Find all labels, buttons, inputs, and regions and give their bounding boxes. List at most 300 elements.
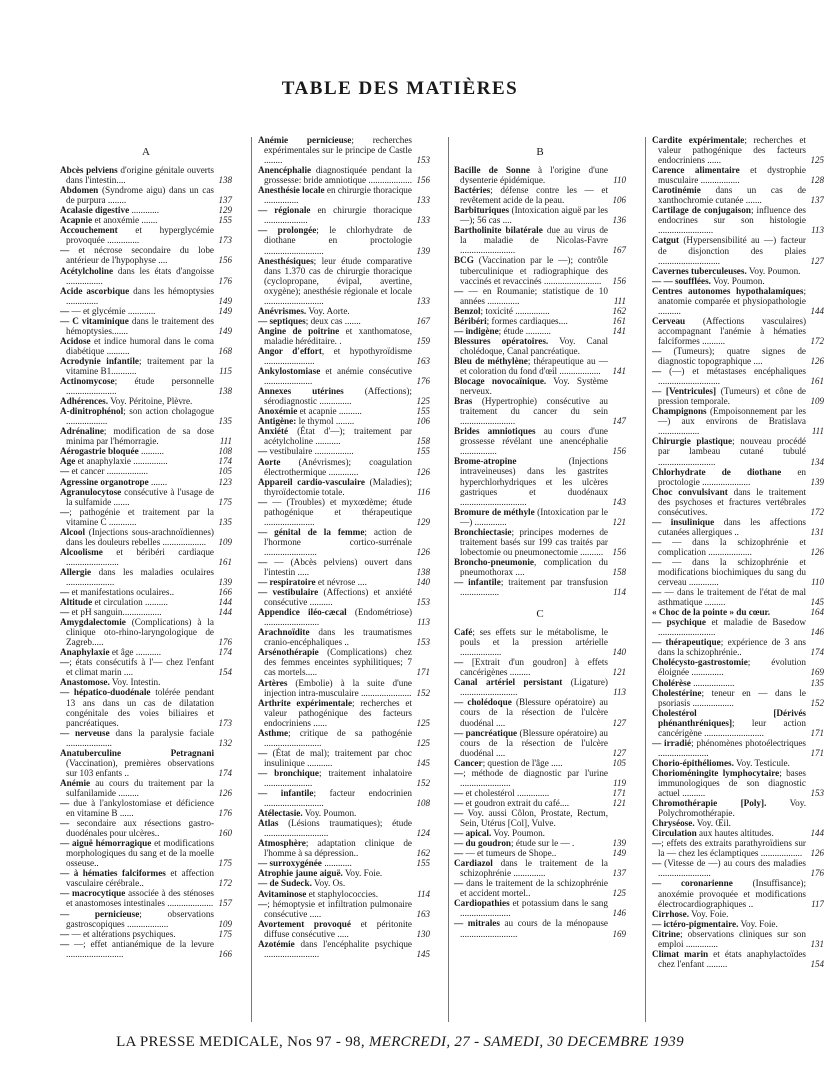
entry-text: (Intoxication aiguë par les —); 56 cas .... — [460, 205, 608, 226]
index-entry — [454, 557, 626, 577]
entry-term: Anencéphalie — [258, 165, 312, 176]
page-number: 134 — [810, 456, 824, 467]
entry-term: Centres autonomes hypothalamiques — [652, 285, 804, 296]
entry-text: (Vaccination), premières observations sur 103 enfants .. — [66, 757, 214, 778]
entry-term: — — [454, 285, 464, 296]
index-column-1 — [60, 135, 232, 959]
index-entry — [652, 235, 824, 265]
entry-text: associée à des sténoses et anastomoses intestinales .................... — [66, 888, 214, 909]
index-entry — [60, 778, 232, 798]
entry-text: ; facteur endocrinien .......................... — [264, 788, 413, 809]
entry-term: « Choc de la pointe » du cœur. — [652, 607, 771, 618]
index-entry — [258, 858, 430, 868]
page-number: 153 — [416, 637, 430, 648]
entry-text: ; toxicité ............... — [480, 305, 550, 316]
entries-list — [258, 135, 430, 959]
page-number: 127 — [612, 747, 626, 758]
page-number: 126 — [810, 848, 824, 859]
entry-term: Bleu de méthylène — [454, 355, 528, 366]
page-number: 143 — [612, 496, 626, 507]
page-number: 144 — [810, 305, 824, 316]
entry-text: et cancer .................. — [69, 466, 149, 477]
index-entry — [60, 527, 232, 547]
page-number: 146 — [810, 627, 824, 638]
entry-term: Annexes utérines — [258, 386, 344, 397]
page-number: 157 — [218, 898, 232, 909]
entry-term: Chirurgie plastique — [652, 436, 733, 447]
entry-text: et acapnie .......... — [297, 406, 362, 417]
index-entry — [60, 356, 232, 376]
entry-term: Arsénothérapie — [258, 647, 319, 658]
entry-text: et circulation .......... — [92, 597, 168, 608]
page-number: 109 — [810, 396, 824, 407]
entry-text: ; phénomènes photoélectriques ...................... — [658, 737, 806, 758]
page-number: 173 — [218, 235, 232, 246]
index-column-3 — [454, 135, 626, 939]
index-entry — [652, 386, 824, 406]
index-entry — [454, 527, 626, 557]
index-entry — [60, 266, 232, 286]
index-entry — [454, 758, 626, 768]
entry-term: Chorioméningite lymphocytaire — [652, 767, 780, 778]
entry-text: le thymol ........ — [296, 416, 355, 427]
page-number: 111 — [613, 295, 626, 306]
page-number: 127 — [612, 717, 626, 728]
page-number: 139 — [810, 476, 824, 487]
entry-text: en chirurgie thoracique ................... — [264, 205, 412, 226]
page-number: 110 — [613, 175, 626, 186]
entries-list — [454, 165, 626, 597]
entry-text: et pH sanguin................. — [69, 607, 162, 618]
entry-term: Broncho-pneumonie — [454, 556, 534, 567]
page-number: 167 — [612, 245, 626, 256]
index-entry — [454, 627, 626, 657]
page-number: 171 — [810, 727, 824, 738]
page-number: 173 — [218, 717, 232, 728]
entry-term: Aorte — [258, 456, 281, 467]
entry-text: ; pathogénie et traitement par la vitamine C ............ — [66, 506, 214, 527]
page-number: 137 — [218, 195, 232, 206]
entry-text: — dans la schizophrénie et modifications biochimiques du sang du cerveau ............. — [658, 556, 806, 588]
entry-term: — psychique — [652, 617, 706, 628]
entry-term: Brides amniotiques — [454, 426, 536, 437]
page-number: 162 — [612, 305, 626, 316]
entry-text: ; recherches et valeur pathogénique des facteurs endocriniens ...... — [264, 697, 412, 728]
index-entry — [652, 557, 824, 587]
entry-term: Anxiété — [258, 426, 289, 437]
entry-text: (Complications) à la clinique oto-rhino-laryngologique de Zagreb..... — [66, 617, 214, 648]
entry-text: (Hypersensibilité au —) facteur de disjonction des plaies ........................... — [658, 235, 806, 266]
entry-text: dans les maladies oculaires ..................... — [66, 566, 214, 587]
entry-term: — — [454, 878, 464, 889]
entry-term: Cancer — [454, 757, 483, 768]
entry-text: au cours d'une grossesse révélant une anencéphalie ................ — [460, 426, 608, 457]
page-number: 108 — [416, 798, 430, 809]
entry-text: ; adaptation clinique de l'homme à sa dépression.. — [264, 838, 412, 859]
index-entry — [258, 165, 430, 185]
index-entry — [454, 577, 626, 597]
page-number: 140 — [416, 577, 430, 588]
entry-text: Voy. Foie. — [342, 868, 383, 879]
entry-text: Voy. Foie. — [689, 908, 729, 919]
index-entry — [60, 939, 232, 959]
entry-text: ; hémoptysie et infiltration pulmonaire consécutive ..... — [264, 898, 412, 919]
index-entry — [652, 316, 824, 346]
page-number: 125 — [416, 396, 430, 407]
index-entry — [60, 567, 232, 587]
index-entry — [258, 868, 430, 878]
index-entry — [258, 607, 430, 627]
index-entry — [454, 185, 626, 205]
entry-text: au cours du traitement par la sulfanilamide ......... — [66, 777, 214, 798]
index-entry — [258, 808, 430, 818]
column-divider — [645, 137, 646, 1022]
page-number: 133 — [416, 195, 430, 206]
entry-text: , et hypothyroïdisme ...................... — [264, 345, 412, 367]
index-entry — [60, 677, 232, 687]
entry-term: — — [652, 587, 662, 598]
entry-text: dans les affections cutanées allergiques .. — [658, 516, 806, 537]
index-entry — [258, 889, 430, 899]
entry-text: et âge ........... — [109, 647, 162, 658]
index-entry — [258, 346, 430, 366]
entry-term: — apical. — [454, 828, 492, 839]
entry-text: et hyperglycémie provoquée .............. — [66, 225, 214, 246]
page-number: 155 — [416, 446, 430, 457]
page-number: 163 — [416, 908, 430, 919]
entry-term: Cavernes tuberculeuses. — [652, 265, 747, 276]
entry-text: dans l'encéphalite psychique ........................ — [264, 938, 412, 959]
entry-term: Arthrite expérimentale — [258, 697, 353, 708]
index-entry — [258, 788, 430, 808]
entry-term: — — [258, 446, 268, 457]
entry-term: — — [652, 556, 662, 567]
index-entry — [258, 457, 430, 477]
page-number: 149 — [218, 305, 232, 316]
entries-list — [652, 135, 824, 969]
page-number: 154 — [218, 667, 232, 678]
entry-term: Anastomose. — [60, 677, 110, 688]
entry-text: Voy. Poumon. — [491, 828, 545, 839]
entry-text: ; observations gastroscopiques .................. — [66, 908, 214, 929]
entry-term: — coronarienne — [652, 878, 733, 889]
entry-term: Béribéri — [454, 315, 487, 326]
entry-term: Ankylostomiase — [258, 366, 321, 377]
index-entry — [652, 537, 824, 557]
index-entry — [454, 768, 626, 788]
page-number: 126 — [218, 787, 232, 798]
page-number: 176 — [218, 637, 232, 648]
entry-text: ; méthode de diagnostic par l'urine ...................... — [460, 767, 608, 788]
entry-term: Acidose — [60, 335, 91, 346]
index-entry — [258, 256, 430, 306]
page-number: 138 — [218, 386, 232, 397]
entry-text: (Empoisonnement par les —) aux environs de Bratislava .................. — [658, 406, 806, 437]
entry-term: — — [258, 747, 268, 758]
page-number: 113 — [613, 687, 626, 698]
index-entry — [454, 507, 626, 527]
page-number: 121 — [612, 667, 626, 678]
page-number: 161 — [810, 376, 824, 387]
entry-text: (Injections sous-arachnoïdiennes) dans les douleurs rebelles ................... — [66, 526, 214, 547]
page-number: 158 — [612, 566, 626, 577]
entry-term: Chryséose. — [652, 818, 695, 829]
entry-term: — — [60, 798, 70, 808]
entry-term: — surroxygénée — [258, 858, 322, 869]
entry-text: (Vaccination par le —); contrôle tuberculinique et radiographique des vaccinés et revaccinés ......................... — [460, 255, 608, 286]
entry-text: ; question de l'âge ..... — [482, 757, 563, 768]
page-number: 175 — [218, 496, 232, 507]
entry-term: — respiratoire — [258, 577, 316, 588]
entry-text: ; bases immunologiques de son diagnostic actuel .......... — [658, 767, 806, 799]
entry-text: (Lésions traumatiques); étude ............................ — [264, 818, 412, 839]
entry-term: Carotinémie — [652, 185, 701, 196]
page-number: 117 — [811, 898, 824, 909]
entry-text: .................. — [690, 677, 735, 688]
page-number: 141 — [612, 325, 626, 336]
entry-text: dans la paralysie faciale .................... — [66, 727, 214, 748]
column-divider — [448, 137, 449, 1022]
index-entry — [454, 376, 626, 396]
section-letter-b: B — [536, 146, 544, 158]
page-number: 176 — [810, 868, 824, 879]
entry-text: Voy. Intestin. — [109, 677, 161, 688]
entry-term: Angine de poitrine — [258, 325, 340, 336]
entry-term: — — [60, 928, 70, 939]
page-number: 144 — [218, 597, 232, 608]
entry-term: — — [258, 898, 268, 909]
page-number: 115 — [219, 365, 232, 376]
entry-term: — — [652, 838, 662, 849]
entry-term: Acrodynie infantile — [60, 355, 139, 366]
page-number: 125 — [612, 888, 626, 899]
index-entry — [454, 728, 626, 758]
index-entry — [258, 587, 430, 607]
index-entry — [60, 728, 232, 748]
entry-text: et dystrophie musculaire ................. — [658, 165, 806, 186]
page-number: 129 — [218, 205, 232, 216]
entry-text: (Syndrome aigu) dans un cas de purpura ........ — [66, 185, 214, 206]
page-number: 152 — [416, 687, 430, 698]
entry-term: Cholécysto-gastrostomie — [652, 657, 748, 668]
index-entry — [652, 487, 824, 517]
entry-term: — — [454, 767, 464, 778]
index-entry — [258, 838, 430, 858]
entry-text: et staphylococcies. — [306, 888, 379, 899]
entry-text: et péritonite diffuse consécutive ..... — [264, 918, 413, 939]
index-entry — [652, 517, 824, 537]
entry-term: Bactéries — [454, 185, 491, 196]
entry-term: — — [60, 305, 70, 316]
index-entry — [258, 386, 430, 406]
entry-term: Café — [454, 627, 473, 638]
page-number: 174 — [218, 647, 232, 658]
entry-term: Anatuberculine Petragnani — [60, 747, 214, 758]
index-entry — [652, 929, 824, 949]
entry-term: Alcoolisme — [60, 546, 103, 557]
entry-text: ; son action cholagogue .................. — [66, 406, 214, 427]
index-entry — [454, 356, 626, 376]
entry-text: Voy. Canal cholédoque, Canal pancréatique. — [460, 335, 608, 356]
page-number: 145 — [416, 948, 430, 959]
index-entry — [60, 687, 232, 727]
index-entry — [60, 316, 232, 336]
page-number: 111 — [811, 426, 824, 437]
index-entry — [454, 828, 626, 838]
entry-term: Atlas — [258, 818, 279, 829]
entry-term: Circulation — [652, 828, 697, 839]
index-entry — [652, 587, 824, 607]
page-number: 105 — [218, 466, 232, 477]
index-entry — [258, 678, 430, 698]
entry-text: et états anaphylactoïdes chez l'enfant ......... — [658, 948, 806, 969]
page-number: 156 — [612, 546, 626, 557]
entry-text: Voy. Testicule. — [733, 757, 790, 768]
entry-term: — C vitaminique — [60, 315, 129, 326]
index-entry — [60, 456, 232, 466]
entry-term: Acapnie — [60, 215, 93, 226]
index-entry — [258, 406, 430, 416]
index-entry — [454, 798, 626, 808]
page-number: 153 — [416, 155, 430, 166]
entry-text: due à l'ankylostomiase et déficience en vitamine B ...... — [66, 798, 214, 819]
entry-text: (Anévrismes); coagulation électrothermique ............. — [264, 456, 412, 477]
index-entry — [258, 477, 430, 497]
entry-text: ; étude ........... — [498, 325, 551, 336]
entry-text: et goudron extrait du café.... — [463, 797, 570, 808]
entry-term: Appendice iléo-cæcal — [258, 607, 347, 618]
page-number: 105 — [612, 757, 626, 768]
index-entry — [60, 798, 232, 818]
index-entry — [652, 467, 824, 487]
page-number: 161 — [612, 315, 626, 326]
index-entry — [652, 708, 824, 738]
entry-term: — de Sudeck. — [258, 878, 312, 889]
entry-text: (État de mal); traitement par choc insulinique ........... — [264, 747, 412, 768]
entry-text: Voy. Poumon. — [746, 265, 801, 276]
page-number: 146 — [612, 908, 626, 919]
page-number: 166 — [218, 587, 232, 598]
index-entry — [454, 456, 626, 506]
index-entry — [258, 899, 430, 919]
entry-term: Actinomycose — [60, 376, 115, 387]
entry-text: ............ — [321, 858, 352, 869]
index-entry — [60, 929, 232, 939]
entry-text: et potassium dans le sang ...................... — [460, 898, 608, 919]
page-number: 110 — [811, 577, 824, 588]
entry-text: ....... — [148, 476, 168, 487]
entry-text: (Affections); sérodiagnostic .............. — [264, 386, 412, 407]
entry-text: ; effets des extraits parathyroïdiens sur la — chez les éclamptiques .................. — [658, 838, 806, 859]
index-entry — [60, 446, 232, 456]
entry-text: et modifications morphologiques du sang et de la moelle osseuse.. — [66, 838, 214, 869]
index-entry — [652, 276, 824, 286]
entries-list — [454, 627, 626, 938]
entry-term: Cholestérol [Dérivés phénanthréniques] — [652, 707, 806, 728]
entry-term: Choc convulsivant — [652, 486, 728, 497]
entry-text: ; traitement par transfusion ................. — [460, 576, 609, 598]
entry-term: Anémie — [60, 777, 91, 788]
page-number: 175 — [218, 928, 232, 939]
entry-text: ; étude personnelle ...................... — [66, 376, 214, 397]
index-entry — [60, 245, 232, 265]
index-entry — [454, 255, 626, 285]
index-entry — [652, 678, 824, 688]
index-entry — [60, 647, 232, 657]
page-title: TABLE DES MATIÈRES — [281, 78, 519, 99]
entry-term: — pernicieuse — [60, 908, 140, 919]
entry-text: dans les états d'angoisse ................ — [66, 265, 214, 286]
entry-term: — — [60, 938, 70, 949]
entry-term: Anémie pernicieuse — [258, 135, 352, 145]
entry-term: Canal artériel persistant — [454, 677, 563, 688]
index-entry — [652, 366, 824, 386]
index-entry — [258, 185, 430, 205]
entry-text: Voy. Péritoine, Plèvre. — [108, 396, 193, 407]
page-number: 174 — [218, 767, 232, 778]
entry-term: — — soufflées. — [652, 275, 711, 286]
index-entry — [60, 818, 232, 838]
entry-term: — — [454, 807, 464, 818]
entry-term: Amygdalectomie — [60, 617, 126, 628]
index-entry — [454, 336, 626, 356]
entry-term: Altitude — [60, 597, 93, 608]
index-entry — [652, 858, 824, 878]
page-number: 176 — [218, 808, 232, 819]
entry-term: Aérogastrie bloquée — [60, 446, 139, 457]
entry-text: dans les hémoptysies .............. — [66, 285, 214, 306]
entry-text: ; traitement par la vitamine B1........... — [66, 355, 214, 376]
entry-term: — bronchique — [258, 767, 319, 778]
index-entry — [454, 858, 626, 878]
page-number: 135 — [810, 677, 824, 688]
entry-term: — indigène — [454, 325, 499, 336]
index-entry — [652, 135, 824, 165]
page-number: 106 — [416, 416, 430, 427]
entry-text: (Affections) et anxiété consécutive .......... — [264, 587, 412, 608]
entry-term: — — [60, 506, 70, 517]
page-number: 109 — [218, 536, 232, 547]
page-number: 153 — [416, 597, 430, 608]
index-entry — [60, 205, 232, 215]
entry-term: — — [652, 345, 662, 356]
entry-text: dans le traitement de la schizophrénie et accident mortel.. — [460, 878, 608, 899]
entry-term: — — [258, 556, 268, 567]
index-entry — [60, 225, 232, 245]
entry-term: Citrine — [652, 928, 681, 939]
page-number: 111 — [219, 436, 232, 447]
entry-term: — — [454, 657, 464, 668]
entry-text: Voy. Poumon. — [710, 275, 765, 286]
page-number: 176 — [416, 376, 430, 387]
page-number: 138 — [416, 567, 430, 578]
entry-text: ; le chlorhydrate de diothane en proctologie .......................... — [264, 225, 413, 256]
entry-term: Chromothérapie [Poly]. — [652, 798, 767, 809]
index-entry — [652, 607, 824, 617]
entry-text: (Intoxication par le —) .............. — [460, 506, 608, 527]
entry-term: — — [652, 366, 662, 377]
page-number: 140 — [612, 647, 626, 658]
entry-text: ............ — [129, 205, 160, 216]
index-entry — [258, 939, 430, 959]
entry-text: ; critique de sa pathogénie ......................... — [264, 727, 412, 748]
index-entry — [60, 185, 232, 205]
entry-text: ; traitement inhalatoire ..................... — [264, 767, 412, 788]
entry-term: Acalasie digestive — [60, 205, 130, 216]
entry-term: Climat marin — [652, 948, 709, 959]
index-entry — [60, 909, 232, 929]
page-number: 153 — [810, 788, 824, 799]
